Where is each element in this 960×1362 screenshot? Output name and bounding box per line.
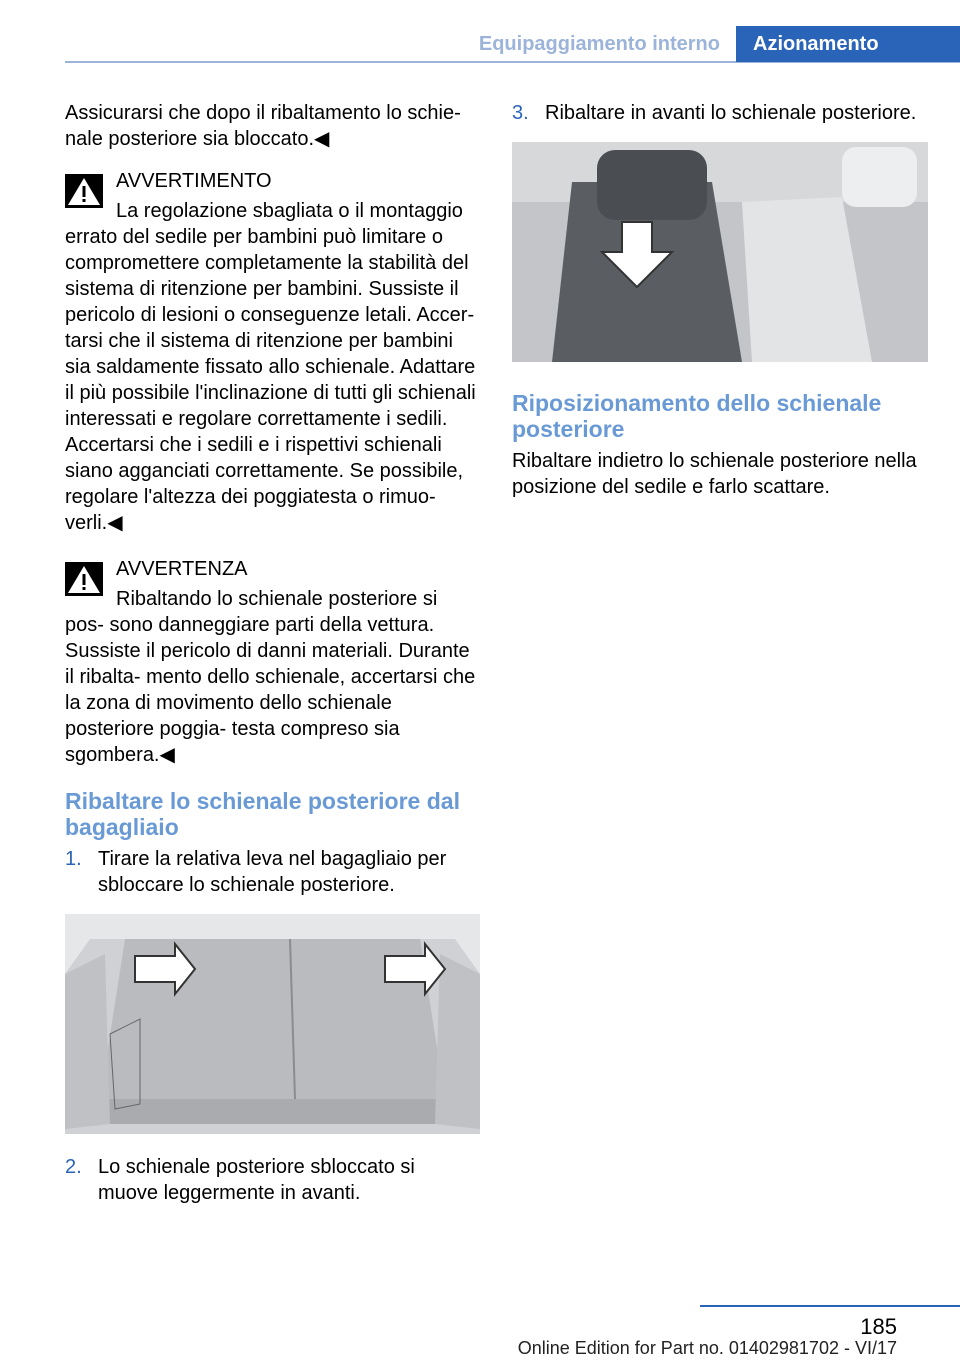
seat-illustration <box>512 142 928 362</box>
section-heading-reposition: Riposizionamento dello schienale posteriore <box>512 390 882 442</box>
step-text: Lo schienale posteriore sbloccato si muove leggermente in avanti. <box>98 1156 415 1204</box>
step-item <box>65 1154 480 1206</box>
step-text: Tirare la relativa leva nel bagagliaio per sbloccare lo schienale posteriore. <box>98 848 447 896</box>
page-number: 185 <box>860 1314 897 1339</box>
step-number: 3. <box>512 102 529 124</box>
trunk-illustration <box>65 914 480 1134</box>
section-heading-trunk: Ribaltare lo schienale posteriore dal bagagliaio <box>65 788 460 840</box>
warning-text: Ribaltando lo schienale posteriore si pos‐ sono danneggiare parti della vettura. Sussiste il pericolo di danni materiali. Durante il ribalta‐ mento dello schienale, accertarsi che la zona di movimento dello schienale posteriore poggia‐ testa compreso sia sgombera.◀ <box>65 588 476 766</box>
reposition-paragraph: Ribaltare indietro lo schienale posteriore nella posizione del sedile e farlo scattare. <box>512 450 917 498</box>
warning-block-1 <box>65 168 480 536</box>
step-item <box>512 100 928 126</box>
header-chapter-tab[interactable]: Azionamento <box>736 26 960 62</box>
step-item <box>65 846 480 898</box>
warning-block-2 <box>65 556 480 768</box>
step-number: 2. <box>65 1156 82 1178</box>
warning-text: La regolazione sbagliata o il montaggio errato del sedile per bambini può limitare o compromettere completamente la stabilità del sistema di ritenzione per bambini. Sussiste il pericolo di lesioni o conseguenze letali. Accer‐ tarsi che il sistema di ritenzione per bambini sia saldamente fissato allo schienale. Adattare il più possibile l'inclinazione di tutti gli schienali interessati e regolare correttamente i sedili. Accertarsi che i sedili e i rispettivi schienali siano agganciati correttamente. Se possibile, regolare l'altezza dei poggiatesta o rimuo‐ verli.◀ <box>65 200 476 534</box>
header-section-tab[interactable]: Equipaggiamento interno <box>478 33 720 55</box>
footer-edition: Online Edition for Part no. 01402981702 - VI/17 <box>517 1338 897 1358</box>
right-column <box>512 100 928 516</box>
warning-title: AVVERTENZA <box>116 558 248 580</box>
warning-triangle-icon <box>65 174 103 208</box>
footer-rule <box>700 1305 960 1307</box>
warning-title: AVVERTIMENTO <box>116 170 272 192</box>
step-number: 1. <box>65 848 82 870</box>
warning-triangle-icon <box>65 562 103 596</box>
intro-paragraph: Assicurarsi che dopo il ribaltamento lo schie‐ nale posteriore sia bloccato.◀ <box>65 102 461 150</box>
step-text: Ribaltare in avanti lo schienale posteriore. <box>545 102 917 124</box>
left-column <box>65 100 480 1222</box>
